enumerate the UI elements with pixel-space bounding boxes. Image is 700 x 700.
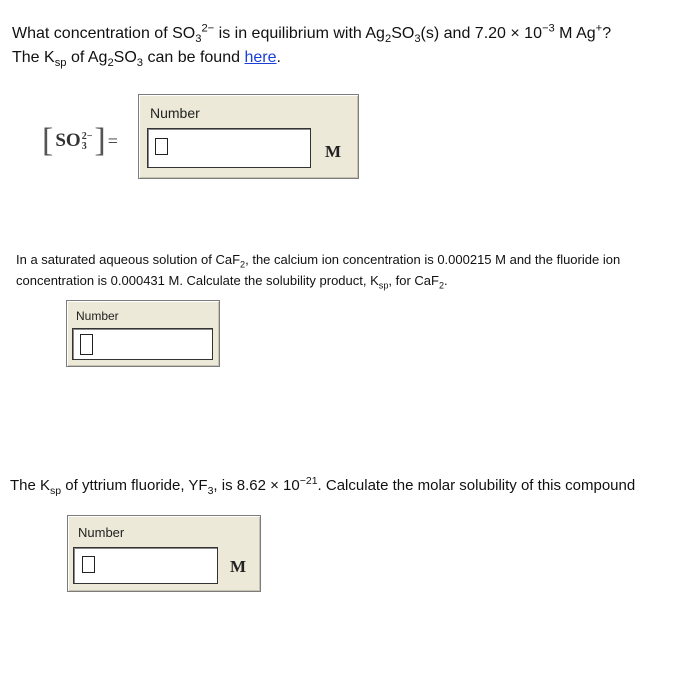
question-2-line-2 — [16, 270, 620, 291]
question-1-line-2 — [12, 46, 611, 70]
q2-text-part: , the calcium ion concentration is 0.000215 M and the fluoride ion — [245, 252, 621, 267]
question-2-text — [16, 249, 620, 291]
q3-subscript: sp — [50, 485, 62, 497]
question-2-line-1 — [16, 249, 620, 270]
q1-text-part: (s) and 7.20 × 10 — [420, 25, 542, 42]
q2-subscript: sp — [378, 280, 389, 291]
q2-subscript: 2 — [240, 259, 246, 270]
answer-input-3[interactable] — [73, 547, 218, 584]
q2-text-part: . — [444, 273, 448, 288]
q1-text-part: M Ag — [554, 25, 596, 42]
number-label: Number — [76, 309, 119, 323]
ion-formula: SO — [55, 130, 81, 151]
q1-subscript: 3 — [136, 57, 144, 70]
unit-label: M — [230, 557, 247, 576]
q2-text-part: , for CaF — [388, 273, 439, 288]
question-1-line-1 — [12, 22, 611, 46]
number-label: Number — [78, 525, 125, 540]
sulfite-ion — [53, 130, 94, 152]
q1-subscript: 3 — [414, 33, 421, 46]
q1-superscript: 2− — [201, 22, 215, 35]
q1-text-part: can be found — [143, 49, 245, 66]
answer-box-2 — [66, 300, 220, 367]
unit-label: M — [325, 142, 342, 161]
q2-text-part: concentration is 0.000431 M. Calculate the solubility product, K — [16, 273, 379, 288]
answer-input-2[interactable] — [72, 328, 213, 360]
q3-text-part: The K — [10, 477, 51, 494]
q1-subscript: 3 — [195, 33, 202, 46]
q1-text-part: SO — [113, 49, 137, 66]
answer-box-1 — [138, 94, 359, 179]
q1-text-part: SO — [391, 25, 415, 42]
q1-text-part: ? — [602, 25, 612, 42]
q1-subscript: 2 — [107, 57, 114, 70]
answer-box-3 — [67, 515, 261, 592]
q3-subscript: 3 — [207, 485, 214, 497]
q1-text-part: What concentration of SO — [12, 25, 196, 42]
q3-text-part: , is 8.62 × 10 — [213, 477, 300, 494]
q3-superscript: −21 — [299, 475, 318, 487]
ion-subscript: 3 — [81, 140, 87, 152]
q2-subscript: 2 — [438, 280, 445, 291]
q1-text-part: The K — [12, 49, 55, 66]
here-link[interactable]: here — [244, 49, 277, 66]
answer-input-1[interactable] — [147, 128, 311, 168]
number-label: Number — [150, 105, 200, 121]
ion-charge: 2− — [81, 130, 93, 142]
q1-superscript: + — [595, 22, 603, 35]
q1-subscript: 2 — [384, 33, 392, 46]
equals-sign: = — [107, 130, 118, 151]
question-3-text — [10, 476, 635, 496]
q1-text-part: of Ag — [66, 49, 108, 66]
q2-text-part: In a saturated aqueous solution of CaF — [16, 252, 241, 267]
q1-text-part: is in equilibrium with Ag — [214, 25, 385, 42]
q1-superscript: −3 — [541, 22, 555, 35]
bracket-close: ] — [94, 122, 106, 159]
sulfite-concentration-label — [42, 124, 118, 158]
ion-charge-stack — [82, 132, 93, 152]
q3-text-part: of yttrium fluoride, YF — [61, 477, 208, 494]
bracket-open: [ — [42, 122, 54, 159]
q1-text-part: . — [276, 49, 281, 66]
question-1-text — [12, 22, 611, 70]
q1-subscript: sp — [54, 57, 67, 70]
q3-text-part: . Calculate the molar solubility of this compound — [317, 477, 636, 494]
